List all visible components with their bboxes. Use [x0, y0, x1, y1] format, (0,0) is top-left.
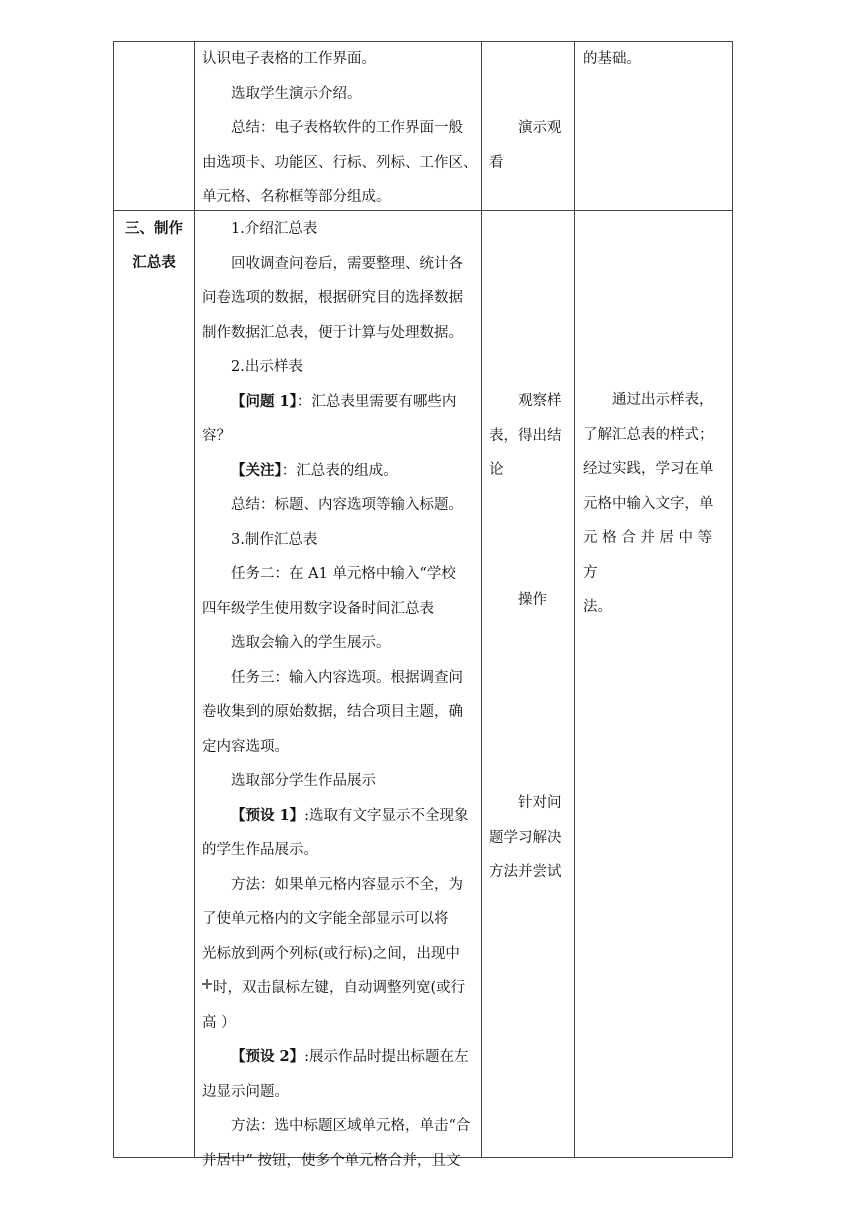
- content-line: 高 ）: [202, 1014, 236, 1031]
- section1-design-intent: [583, 42, 729, 77]
- content-line: 定内容选项。: [202, 738, 289, 755]
- content-line: 回收调查问卷后，需要整理、统计各: [231, 255, 463, 272]
- activity-line: 题学习解决: [489, 829, 562, 846]
- content-line: 方法：选中标题区域单元格，单击“合: [231, 1118, 471, 1134]
- preset-text: :展示作品时提出标题在左: [304, 1049, 469, 1065]
- content-line: 总结：电子表格软件的工作界面一般: [231, 120, 463, 136]
- focus-tag: 【关注】: [231, 461, 282, 479]
- section-heading: [114, 212, 194, 280]
- content-line: 四年级学生使用数字设备时间汇总表: [202, 600, 434, 617]
- preset-text: :选取有文字显示不全现象: [304, 807, 469, 824]
- intent-line: 元 格 合 并 居 中 等 方: [583, 530, 713, 581]
- intent-line: 通过出示样表，: [612, 392, 714, 408]
- preset-tag: 【预设 2】: [231, 1048, 305, 1065]
- section2-student-activity-1: [489, 384, 575, 488]
- content-line: 认识电子表格的工作界面。: [202, 51, 376, 67]
- section2-student-activity-2: [489, 583, 575, 618]
- content-line: 总结：标题、内容选项等输入标题。: [231, 497, 463, 513]
- preset-tag: 【预设 1】: [231, 806, 305, 824]
- content-line: 任务二：在 A1 单元格中输入“学校: [231, 566, 456, 582]
- content-line: 1.介绍汇总表: [231, 221, 318, 237]
- section1-content: [202, 42, 480, 215]
- content-line: 边显示问题。: [202, 1083, 289, 1100]
- content-line: 单元格、名称框等部分组成。: [202, 189, 391, 205]
- section-heading-line: 三、制作: [125, 220, 183, 237]
- intent-line: 元格中输入文字，单: [583, 495, 714, 512]
- intent-line: 法。: [583, 599, 612, 615]
- content-line: 问卷选项的数据，根据研究目的选择数据: [202, 290, 463, 306]
- content-line: 由选项卡、功能区、行标、列标、工作区、: [202, 154, 478, 171]
- content-line: 选取会输入的学生展示。: [231, 635, 391, 651]
- intent-line: 经过实践，学习在单: [583, 461, 714, 477]
- content-line: 光标放到两个列标(或行标)之间，出现中: [202, 945, 460, 962]
- content-line: 选取学生演示介绍。: [231, 85, 362, 102]
- section1-student-activity: [489, 111, 573, 180]
- content-line: 制作数据汇总表，便于计算与处理数据。: [202, 324, 463, 341]
- resize-cursor-icon: [202, 979, 212, 989]
- focus-text: ：汇总表的组成。: [281, 462, 398, 479]
- content-line: [202, 971, 480, 1006]
- activity-line: 看: [489, 154, 504, 171]
- lesson-plan-table: [113, 41, 733, 1169]
- content-line: 并居中” 按钮，使多个单元格合并，且文: [202, 1152, 461, 1169]
- activity-line: 表，得出结: [489, 427, 562, 444]
- activity-line: 针对问: [518, 795, 562, 811]
- section2-student-activity-3: [489, 786, 575, 890]
- content-line: [202, 454, 480, 489]
- question-text: ：汇总表里需要有哪些内: [296, 393, 457, 410]
- section2-content: [202, 212, 480, 1178]
- content-line: 了使单元格内的文字能全部显示可以将: [202, 911, 449, 927]
- content-text: 时，双击鼠标左键，自动调整列宽(或行: [213, 980, 466, 996]
- intent-line: 的基础。: [583, 51, 641, 67]
- content-line: 方法：如果单元格内容显示不全，为: [231, 876, 463, 893]
- content-line: [202, 1040, 480, 1075]
- activity-line: 论: [489, 462, 504, 478]
- question-tag: 【问题 1】: [231, 392, 297, 410]
- content-line: 的学生作品展示。: [202, 842, 318, 858]
- intent-line: 了解汇总表的样式；: [583, 426, 714, 443]
- content-line: 卷收集到的原始数据，结合项目主题，确: [202, 704, 463, 720]
- content-line: 选取部分学生作品展示: [231, 773, 376, 789]
- activity-line: 操作: [518, 592, 547, 608]
- content-line: [202, 799, 480, 834]
- activity-line: 观察样: [518, 393, 562, 409]
- section-heading-line: 汇总表: [132, 254, 176, 271]
- activity-line: 演示观: [518, 120, 562, 136]
- content-line: 任务三：输入内容选项。根据调查问: [231, 669, 463, 686]
- content-line: [202, 385, 480, 420]
- activity-line: 方法并尝试: [489, 864, 562, 880]
- content-line: 容？: [202, 428, 231, 444]
- content-line: 2.出示样表: [231, 359, 303, 375]
- content-line: 3.制作汇总表: [231, 531, 318, 548]
- section2-design-intent: [583, 383, 731, 625]
